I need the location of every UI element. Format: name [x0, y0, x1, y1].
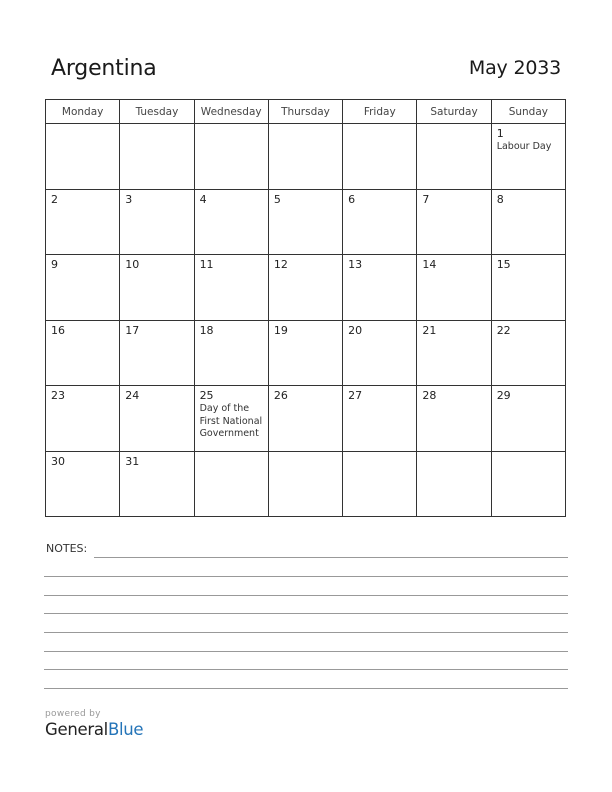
day-number: 19 [273, 323, 288, 337]
holiday-label [417, 127, 490, 128]
day-cell [268, 255, 342, 321]
day-cell [120, 255, 194, 321]
day-cell [417, 255, 491, 321]
holiday-label [492, 337, 565, 338]
note-line [44, 613, 568, 614]
brand-name-general: General [45, 720, 108, 739]
day-number: 31 [125, 454, 140, 468]
note-line [44, 632, 568, 633]
day-cell [491, 255, 565, 321]
day-number: 13 [348, 258, 363, 271]
holiday-label [120, 337, 193, 338]
day-cell [343, 124, 417, 190]
day-cell [194, 386, 268, 452]
day-number: 6 [348, 192, 356, 206]
day-number: 4 [199, 192, 207, 206]
note-line [94, 557, 568, 558]
notes-label: NOTES: [46, 542, 88, 555]
day-cell [343, 189, 417, 255]
day-cell [417, 451, 491, 517]
holiday-label [46, 127, 119, 128]
day-number: 25 [199, 389, 214, 402]
day-cell [194, 124, 268, 190]
day-number: 21 [422, 323, 437, 337]
weekday-monday: Monday [46, 100, 120, 124]
holiday-label [343, 271, 416, 272]
day-cell [491, 451, 565, 517]
holiday-label [492, 455, 565, 456]
calendar-grid [45, 99, 566, 517]
brand-name-blue: Blue [107, 720, 144, 739]
weekday-header-row [46, 100, 566, 124]
holiday-label [343, 455, 416, 456]
holiday-label [120, 468, 193, 469]
day-cell [46, 386, 120, 452]
brand-logo [45, 709, 143, 739]
day-number: 15 [496, 258, 511, 271]
day-cell [120, 189, 194, 255]
day-number: 30 [51, 454, 65, 468]
day-number: 28 [422, 389, 437, 402]
day-cell [194, 451, 268, 517]
day-number: 16 [51, 323, 65, 337]
holiday-label [492, 206, 565, 207]
holiday-label: Labour Day [496, 141, 552, 152]
day-cell [491, 320, 565, 386]
day-cell [46, 189, 120, 255]
day-cell [268, 124, 342, 190]
day-cell [120, 320, 194, 386]
day-number: 2 [51, 192, 58, 206]
day-number: 29 [496, 389, 511, 402]
note-line [44, 688, 568, 689]
holiday-label [343, 402, 416, 403]
day-cell [268, 189, 342, 255]
holiday-label [417, 402, 490, 403]
holiday-label [120, 402, 193, 403]
powered-by-text: powered by [45, 709, 101, 719]
day-number: 9 [51, 258, 58, 271]
holiday-label [417, 271, 490, 272]
note-line [44, 595, 568, 596]
day-number: 18 [199, 323, 214, 337]
day-cell [194, 255, 268, 321]
note-line [44, 651, 568, 652]
holiday-label [195, 337, 268, 338]
day-number: 3 [125, 192, 133, 206]
holiday-label [343, 127, 416, 128]
week-row [46, 386, 566, 452]
day-cell [46, 320, 120, 386]
country-title: Argentina [51, 56, 157, 81]
day-cell [46, 451, 120, 517]
day-cell [343, 386, 417, 452]
weekday-saturday: Saturday [417, 100, 491, 124]
day-cell [120, 124, 194, 190]
holiday-label [269, 455, 342, 456]
holiday-label [269, 402, 342, 403]
day-cell [343, 255, 417, 321]
day-number: 20 [348, 323, 363, 337]
day-number: 17 [125, 323, 140, 337]
holiday-label [46, 206, 119, 207]
day-number: 7 [422, 192, 430, 206]
day-cell [120, 451, 194, 517]
day-cell [46, 255, 120, 321]
day-number: 22 [496, 323, 511, 337]
holiday-label [120, 206, 193, 207]
day-number: 10 [125, 258, 140, 271]
holiday-label [46, 402, 119, 403]
holiday-label [195, 455, 268, 456]
day-number: 11 [199, 258, 214, 271]
day-number: 27 [348, 389, 363, 402]
holiday-label [195, 206, 268, 207]
day-cell [491, 386, 565, 452]
day-cell [120, 386, 194, 452]
day-cell [268, 320, 342, 386]
holiday-label [269, 337, 342, 338]
holiday-label [195, 271, 268, 272]
day-number: 14 [422, 258, 437, 271]
holiday-label [46, 271, 119, 272]
day-number: 5 [273, 192, 281, 206]
day-cell [417, 189, 491, 255]
holiday-label [343, 337, 416, 338]
week-row [46, 451, 566, 517]
day-cell [268, 386, 342, 452]
day-number: 24 [125, 389, 140, 402]
holiday-label [492, 271, 565, 272]
holiday-label: Day of the First National Government [199, 403, 263, 439]
day-cell [343, 451, 417, 517]
holiday-label [46, 468, 119, 469]
weekday-wednesday: Wednesday [194, 100, 268, 124]
week-row [46, 189, 566, 255]
day-number: 1 [496, 127, 504, 140]
weekday-thursday: Thursday [268, 100, 342, 124]
day-cell [194, 320, 268, 386]
weekday-sunday: Sunday [491, 100, 565, 124]
holiday-label [195, 127, 268, 128]
note-line [44, 576, 568, 577]
calendar-body [46, 124, 566, 517]
day-cell [491, 124, 565, 190]
day-cell [46, 124, 120, 190]
weekday-friday: Friday [343, 100, 417, 124]
day-cell [194, 189, 268, 255]
holiday-label [417, 337, 490, 338]
holiday-label [343, 206, 416, 207]
day-cell [417, 320, 491, 386]
holiday-label [492, 402, 565, 403]
holiday-label [120, 127, 193, 128]
holiday-label [417, 206, 490, 207]
holiday-label [120, 271, 193, 272]
day-number: 12 [273, 258, 288, 271]
day-number: 23 [51, 389, 65, 402]
holiday-label [417, 455, 490, 456]
day-number: 8 [496, 192, 504, 206]
holiday-label [46, 337, 119, 338]
brand-name [45, 720, 143, 739]
week-row [46, 124, 566, 190]
note-line [44, 669, 568, 670]
holiday-label [269, 271, 342, 272]
day-cell [491, 189, 565, 255]
week-row [46, 255, 566, 321]
month-title: May 2033 [468, 57, 561, 79]
day-number: 26 [273, 389, 288, 402]
day-cell [417, 386, 491, 452]
weekday-tuesday: Tuesday [120, 100, 194, 124]
week-row [46, 320, 566, 386]
day-cell [268, 451, 342, 517]
holiday-label [269, 127, 342, 128]
holiday-label [269, 206, 342, 207]
day-cell [343, 320, 417, 386]
day-cell [417, 124, 491, 190]
